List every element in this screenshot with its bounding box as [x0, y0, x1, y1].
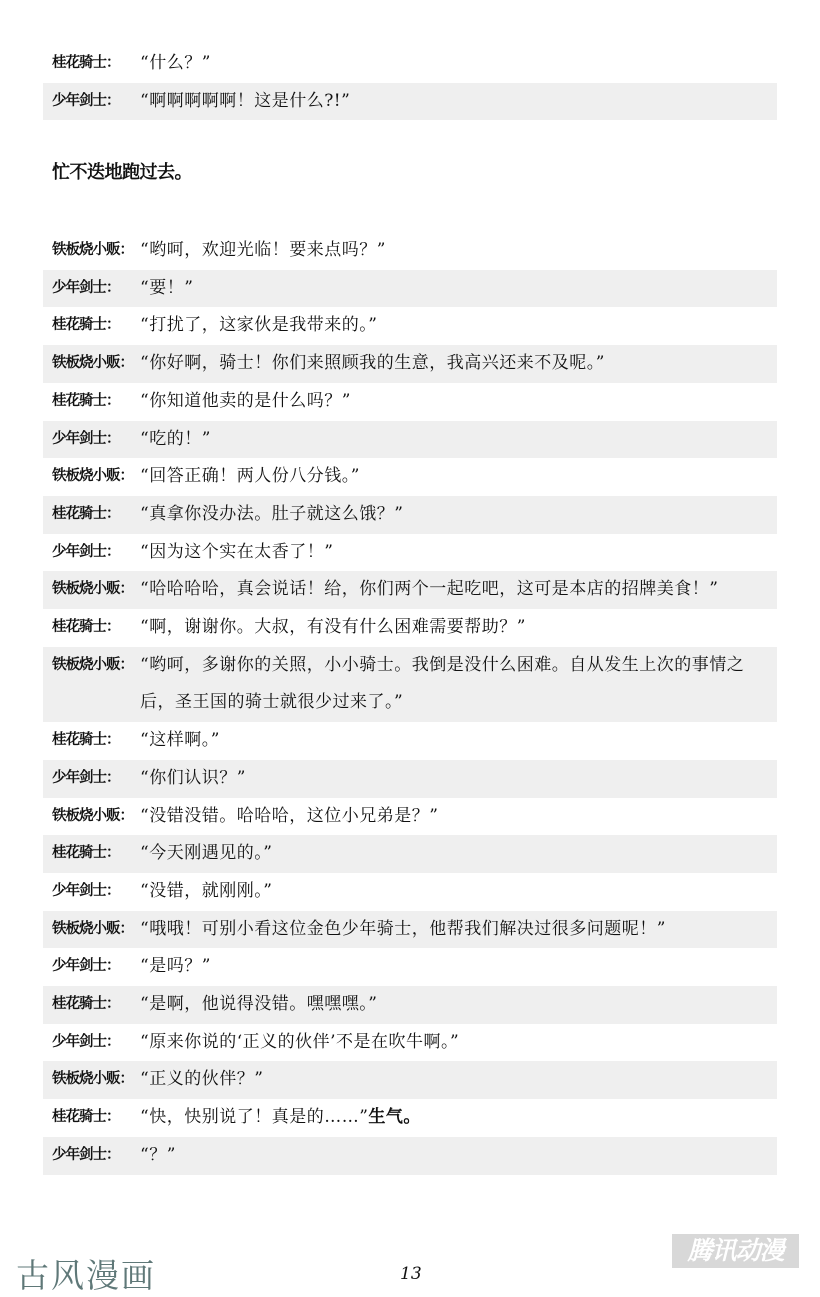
dialogue-row [43, 45, 777, 83]
speaker: 桂花骑士： [52, 317, 120, 334]
dialogue-row [43, 1024, 777, 1062]
speaker: 桂花骑士： [52, 505, 120, 522]
dialogue-row [43, 986, 777, 1024]
dialogue-block-2 [43, 232, 777, 1175]
dialogue-row [43, 760, 777, 798]
speaker: 桂花骑士： [52, 392, 120, 409]
action-text: 生气。 [368, 1107, 421, 1128]
line [140, 458, 777, 496]
line: “什么？” [140, 53, 211, 73]
speaker: 少年剑士： [52, 1146, 120, 1163]
speaker: 桂花骑士： [52, 55, 120, 71]
line-text: “回答正确！两人份八分钱。” [140, 466, 360, 487]
speaker: 少年剑士： [52, 769, 120, 786]
speaker: 铁板烧小贩： [52, 656, 133, 673]
logo-guofeng: 古风漫画 [16, 1256, 156, 1295]
line-text: “真拿你没办法。肚子就这么饿？” [140, 503, 404, 524]
line [140, 835, 777, 873]
speaker: 桂花骑士： [52, 1109, 120, 1126]
line [140, 873, 777, 911]
dialogue-row [43, 911, 777, 949]
line-text: “你们认识？” [140, 767, 246, 788]
dialogue-block-1 [43, 45, 777, 120]
line [140, 270, 777, 308]
line-text: “今天刚遇见的。” [140, 843, 273, 864]
dialogue-row [43, 383, 777, 421]
line-text: “啊，谢谢你。大叔，有没有什么困难需要帮助？” [140, 617, 526, 638]
dialogue-row [43, 496, 777, 534]
speaker: 铁板烧小贩： [52, 581, 133, 598]
speaker: 铁板烧小贩： [52, 1071, 133, 1088]
line-text: “没错没错。哈哈哈，这位小兄弟是？” [140, 805, 439, 826]
line [140, 1024, 777, 1062]
line-text: “是啊，他说得没错。嘿嘿嘿。” [140, 994, 378, 1015]
dialogue-row [43, 1099, 777, 1137]
speaker: 铁板烧小贩： [52, 468, 133, 485]
dialogue-row [43, 609, 777, 647]
dialogue-row [43, 421, 777, 459]
line [140, 609, 777, 647]
line [140, 1099, 777, 1137]
line [140, 421, 777, 459]
line-text: “没错，就刚刚。” [140, 880, 273, 901]
line [140, 232, 777, 270]
speaker: 桂花骑士： [52, 845, 120, 862]
speaker: 少年剑士： [52, 279, 120, 296]
line [140, 647, 777, 722]
line-text: “快，快别说了！真是的……” [140, 1107, 369, 1128]
line [140, 496, 777, 534]
speaker: 桂花骑士： [52, 996, 120, 1013]
speaker: 少年剑士： [52, 958, 120, 975]
line [140, 948, 777, 986]
dialogue-row [43, 873, 777, 911]
line [140, 722, 777, 760]
dialogue-row [43, 1137, 777, 1175]
line-text: “打扰了，这家伙是我带来的。” [140, 315, 378, 336]
speaker: 桂花骑士： [52, 732, 120, 749]
line-text: “因为这个实在太香了！” [140, 541, 334, 562]
line-text: “这样啊。” [140, 730, 220, 751]
line [140, 911, 777, 949]
speaker: 铁板烧小贩： [52, 920, 133, 937]
dialogue-row [43, 307, 777, 345]
speaker: 少年剑士： [52, 882, 120, 899]
speaker: 铁板烧小贩： [52, 355, 133, 372]
line-text: “正义的伙伴？” [140, 1069, 264, 1090]
line [140, 534, 777, 572]
line-text: “你知道他卖的是什么吗？” [140, 390, 351, 411]
line-text: “哟呵，欢迎光临！要来点吗？” [140, 240, 386, 260]
dialogue-row [43, 798, 777, 836]
dialogue-row [43, 458, 777, 496]
line [140, 571, 777, 609]
dialogue-row [43, 647, 777, 722]
speaker: 少年剑士： [52, 92, 120, 109]
line-text: “是吗？” [140, 956, 211, 977]
dialogue-row [43, 835, 777, 873]
line-text: “哈哈哈哈，真会说话！给，你们两个一起吃吧，这可是本店的招牌美食！” [140, 579, 719, 600]
dialogue-row [43, 232, 777, 270]
watermark: 腾讯动漫 [672, 1234, 799, 1268]
line [140, 1137, 777, 1175]
line [140, 383, 777, 421]
line [140, 1061, 777, 1099]
line-text: “哦哦！可别小看这位金色少年骑士，他帮我们解决过很多问题呢！” [140, 918, 666, 939]
line [140, 307, 777, 345]
line-text: “哟呵，多谢你的关照，小小骑士。我倒是没什么困难。自从发生上次的事情之后，圣王国的骑士就很少过来了。” [140, 654, 745, 713]
line-text: “原来你说的‘正义的伙伴’不是在吹牛啊。” [140, 1031, 460, 1052]
page-number: 13 [400, 1264, 422, 1284]
line-text: “要！” [140, 277, 194, 298]
narration: 忙不迭地跑过去。 [52, 162, 192, 183]
line [140, 345, 777, 383]
dialogue-row [43, 83, 777, 121]
dialogue-row [43, 534, 777, 572]
dialogue-row [43, 1061, 777, 1099]
speaker: 少年剑士： [52, 543, 120, 560]
speaker: 桂花骑士： [52, 619, 120, 636]
line-text: “吃的！” [140, 428, 211, 449]
speaker: 少年剑士： [52, 430, 120, 447]
dialogue-row [43, 722, 777, 760]
line-text: “？” [140, 1144, 176, 1165]
line [140, 986, 777, 1024]
line-text: “你好啊，骑士！你们来照顾我的生意，我高兴还来不及呢。” [140, 353, 605, 374]
dialogue-row [43, 571, 777, 609]
speaker: 铁板烧小贩： [52, 807, 133, 824]
dialogue-row [43, 345, 777, 383]
speaker: 铁板烧小贩： [52, 242, 133, 258]
line [140, 760, 777, 798]
line [140, 798, 777, 836]
dialogue-row [43, 270, 777, 308]
dialogue-row [43, 948, 777, 986]
line: “啊啊啊啊啊！这是什么?!” [140, 90, 351, 111]
speaker: 少年剑士： [52, 1033, 120, 1050]
